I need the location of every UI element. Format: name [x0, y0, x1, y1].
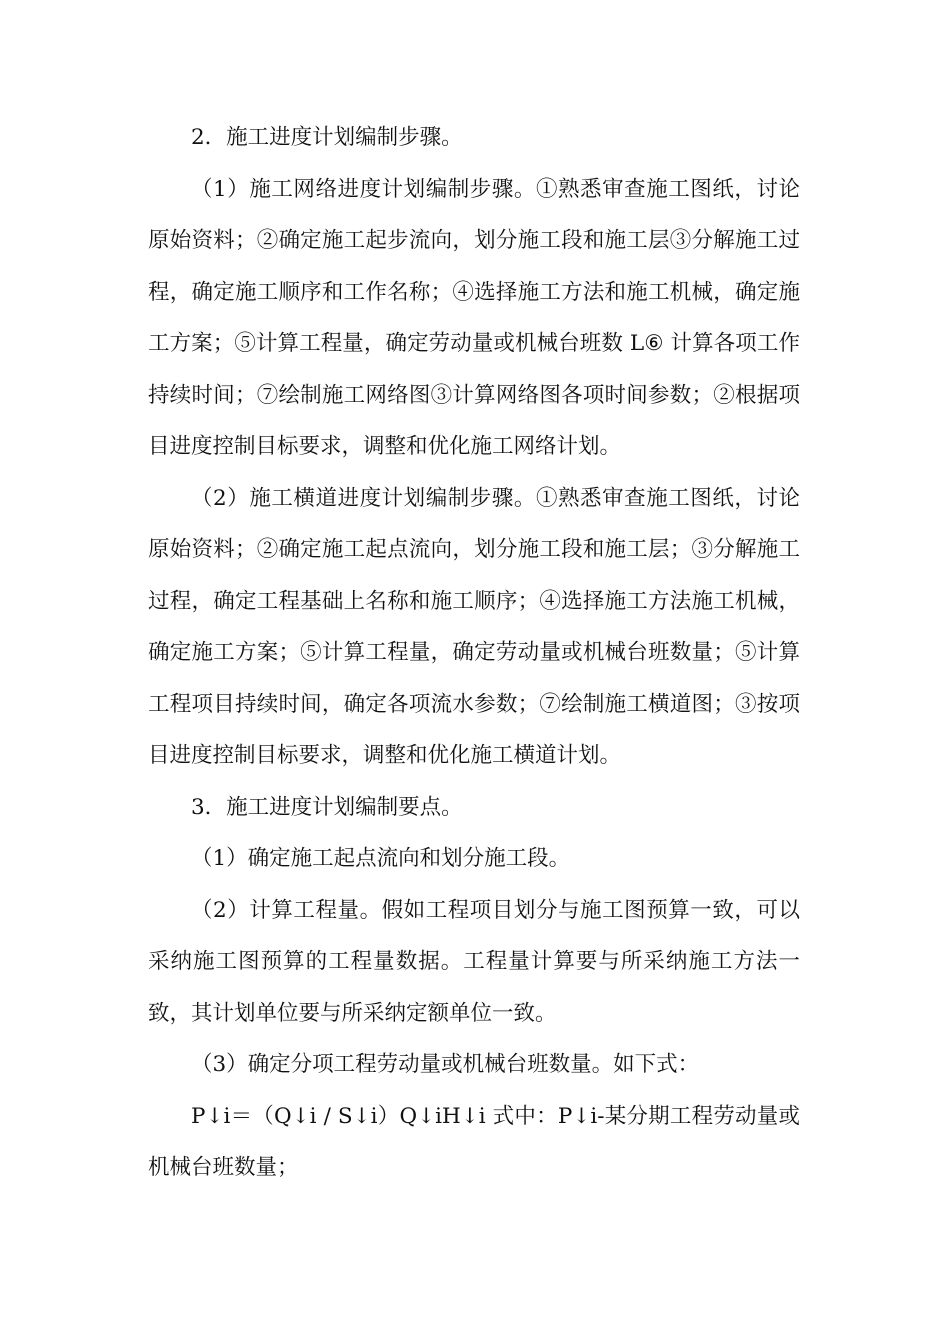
paragraph-formula: P↓i＝（Q↓i / S↓i）Q↓iH↓i 式中：P↓i-某分期工程劳动量或机械台班数量； [148, 1103, 800, 1180]
paragraph-bar-chart-plan-steps: （2）施工横道进度计划编制步骤。①熟悉审查施工图纸，讨论原始资料；②确定施工起点流向，划分施工段和施工层；③分解施工过程，确定工程基础上名称和施工顺序；④选择施工方法施工机械，确定施工方案；⑤计算工程量，确定劳动量或机械台班数量；⑤计算工程项目持续时间，确定各项流水参数；⑦绘制施工横道图；③按项目进度控制目标要求，调整和优化施工横道计划。 [148, 485, 800, 768]
paragraph-network-plan-steps: （1）施工网络进度计划编制步骤。①熟悉审查施工图纸，讨论原始资料；②确定施工起步流向，划分施工段和施工层③分解施工过程，确定施工顺序和工作名称；④选择施工方法和施工机械，确定施工方案；⑤计算工程量，确定劳动量或机械台班数 L⑥ 计算各项工作持续时间；⑦绘制施工网络图③计算网络图各项时间参数；②根据项目进度控制目标要求，调整和优化施工网络计划。 [148, 176, 800, 459]
paragraph-point-3: （3）确定分项工程劳动量或机械台班数量。如下式： [191, 1052, 700, 1077]
document-body [148, 112, 800, 1194]
section-heading-2: 2．施工进度计划编制步骤。 [191, 125, 463, 150]
paragraph-point-2: （2）计算工程量。假如工程项目划分与施工图预算一致，可以采纳施工图预算的工程量数据。工程量计算要与所采纳施工方法一致，其计划单位要与所采纳定额单位一致。 [148, 897, 800, 1026]
section-heading-3: 3．施工进度计划编制要点。 [191, 794, 463, 820]
paragraph-point-1: （1）确定施工起点流向和划分施工段。 [191, 846, 571, 871]
